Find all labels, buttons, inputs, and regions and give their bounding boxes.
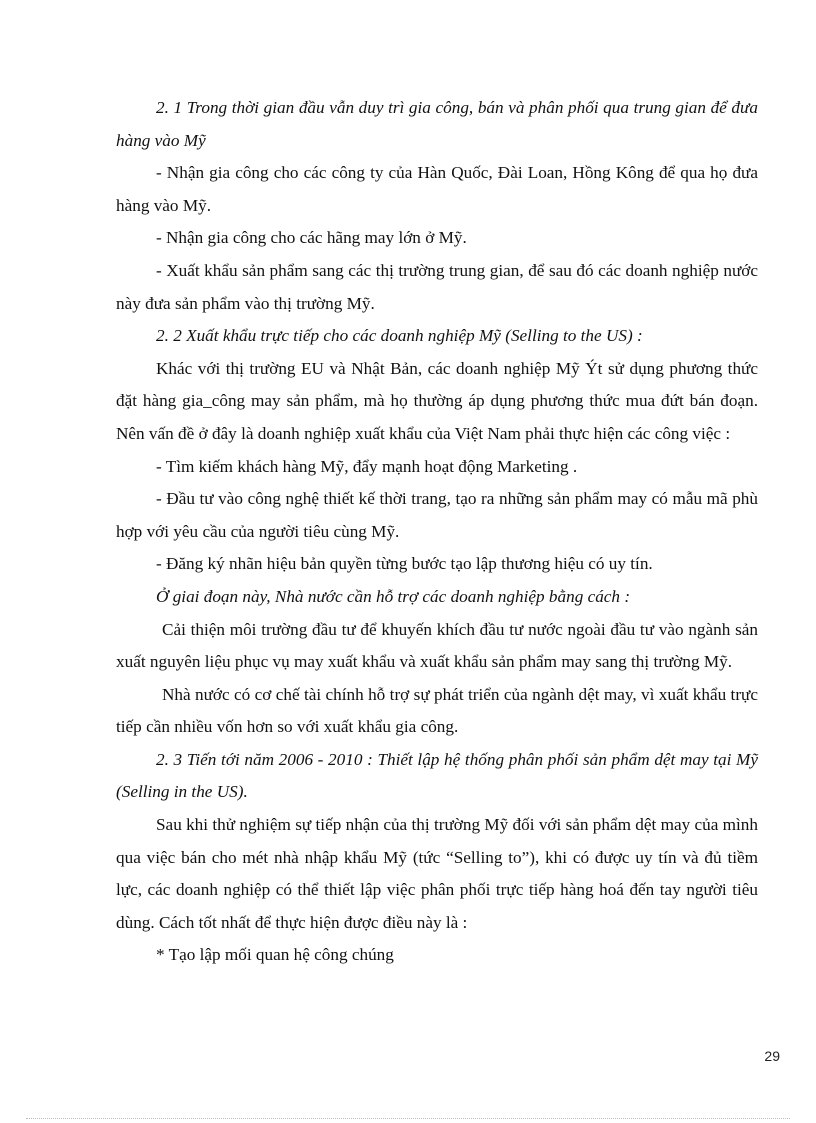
body-paragraph: Khác với thị trường EU và Nhật Bản, các doanh nghiệp Mỹ Ýt sử dụng phương thức đặt hàng gia_công may sản phẩm, mà họ thường áp dụng phương thức mua đứt bán đoạn. Nên vấn đề ở đây là doanh nghiệp xuất khẩu của Việt Nam phải thực hiện các công việc : [116,358,758,443]
body-paragraph: Nhà nước có cơ chế tài chính hỗ trợ sự phát triển của ngành dệt may, vì xuất khẩu trực tiếp cần nhiều vốn hơn so với xuất khẩu gia công. [116,684,758,737]
list-item: - Xuất khẩu sản phẩm sang các thị trường trung gian, để sau đó các doanh nghiệp nước này đưa sản phẩm vào thị trường Mỹ. [116,260,758,313]
page-number: 29 [764,1048,780,1064]
section-heading-2-3: 2. 3 Tiến tới năm 2006 - 2010 : Thiết lập hệ thống phân phối sản phẩm dệt may tại Mỹ (Selling in the US). [116,749,758,802]
page-body [116,92,758,972]
list-item: - Tìm kiếm khách hàng Mỹ, đẩy mạnh hoạt động Marketing . [156,456,578,476]
body-paragraph: Cải thiện môi trường đầu tư để khuyến khích đầu tư nước ngoài đầu tư vào ngành sản xuất nguyên liệu phục vụ may xuất khẩu và xuất khẩu sản phẩm may sang thị trường Mỹ. [116,619,758,672]
section-heading-2-2: 2. 2 Xuất khẩu trực tiếp cho các doanh nghiệp Mỹ (Selling to the US) : [156,326,643,346]
list-item: - Nhận gia công cho các công ty của Hàn Quốc, Đài Loan, Hồng Kông để qua họ đưa hàng vào Mỹ. [116,163,758,215]
footer-divider [26,1118,790,1119]
list-item: - Đăng ký nhãn hiệu bản quyền từng bước tạo lập thương hiệu có uy tín. [156,554,653,574]
list-item: - Nhận gia công cho các hãng may lớn ở Mỹ. [156,228,467,248]
list-item: - Đầu tư vào công nghệ thiết kế thời trang, tạo ra những sản phẩm may có mẫu mã phù hợp với yêu cầu của người tiêu cùng Mỹ. [116,489,758,541]
subheading-state-support: Ở giai đoạn này, Nhà nước cần hỗ trợ các doanh nghiệp bằng cách : [156,586,631,606]
list-item: * Tạo lập mối quan hệ công chúng [156,945,394,965]
section-heading-2-1: 2. 1 Trong thời gian đầu vẫn duy trì gia công, bán và phân phối qua trung gian để đưa hàng vào Mỹ [116,98,758,150]
body-paragraph: Sau khi thử nghiệm sự tiếp nhận của thị trường Mỹ đối với sản phẩm dệt may của mình qua việc bán cho mét nhà nhập khẩu Mỹ (tức “Selling to”), khi có được uy tín và đủ tiềm lực, các doanh nghiệp có thể thiết lập việc phân phối trực tiếp hàng hoá đến tay người tiêu dùng. Cách tốt nhất để thực hiện được điều này là : [116,815,758,932]
